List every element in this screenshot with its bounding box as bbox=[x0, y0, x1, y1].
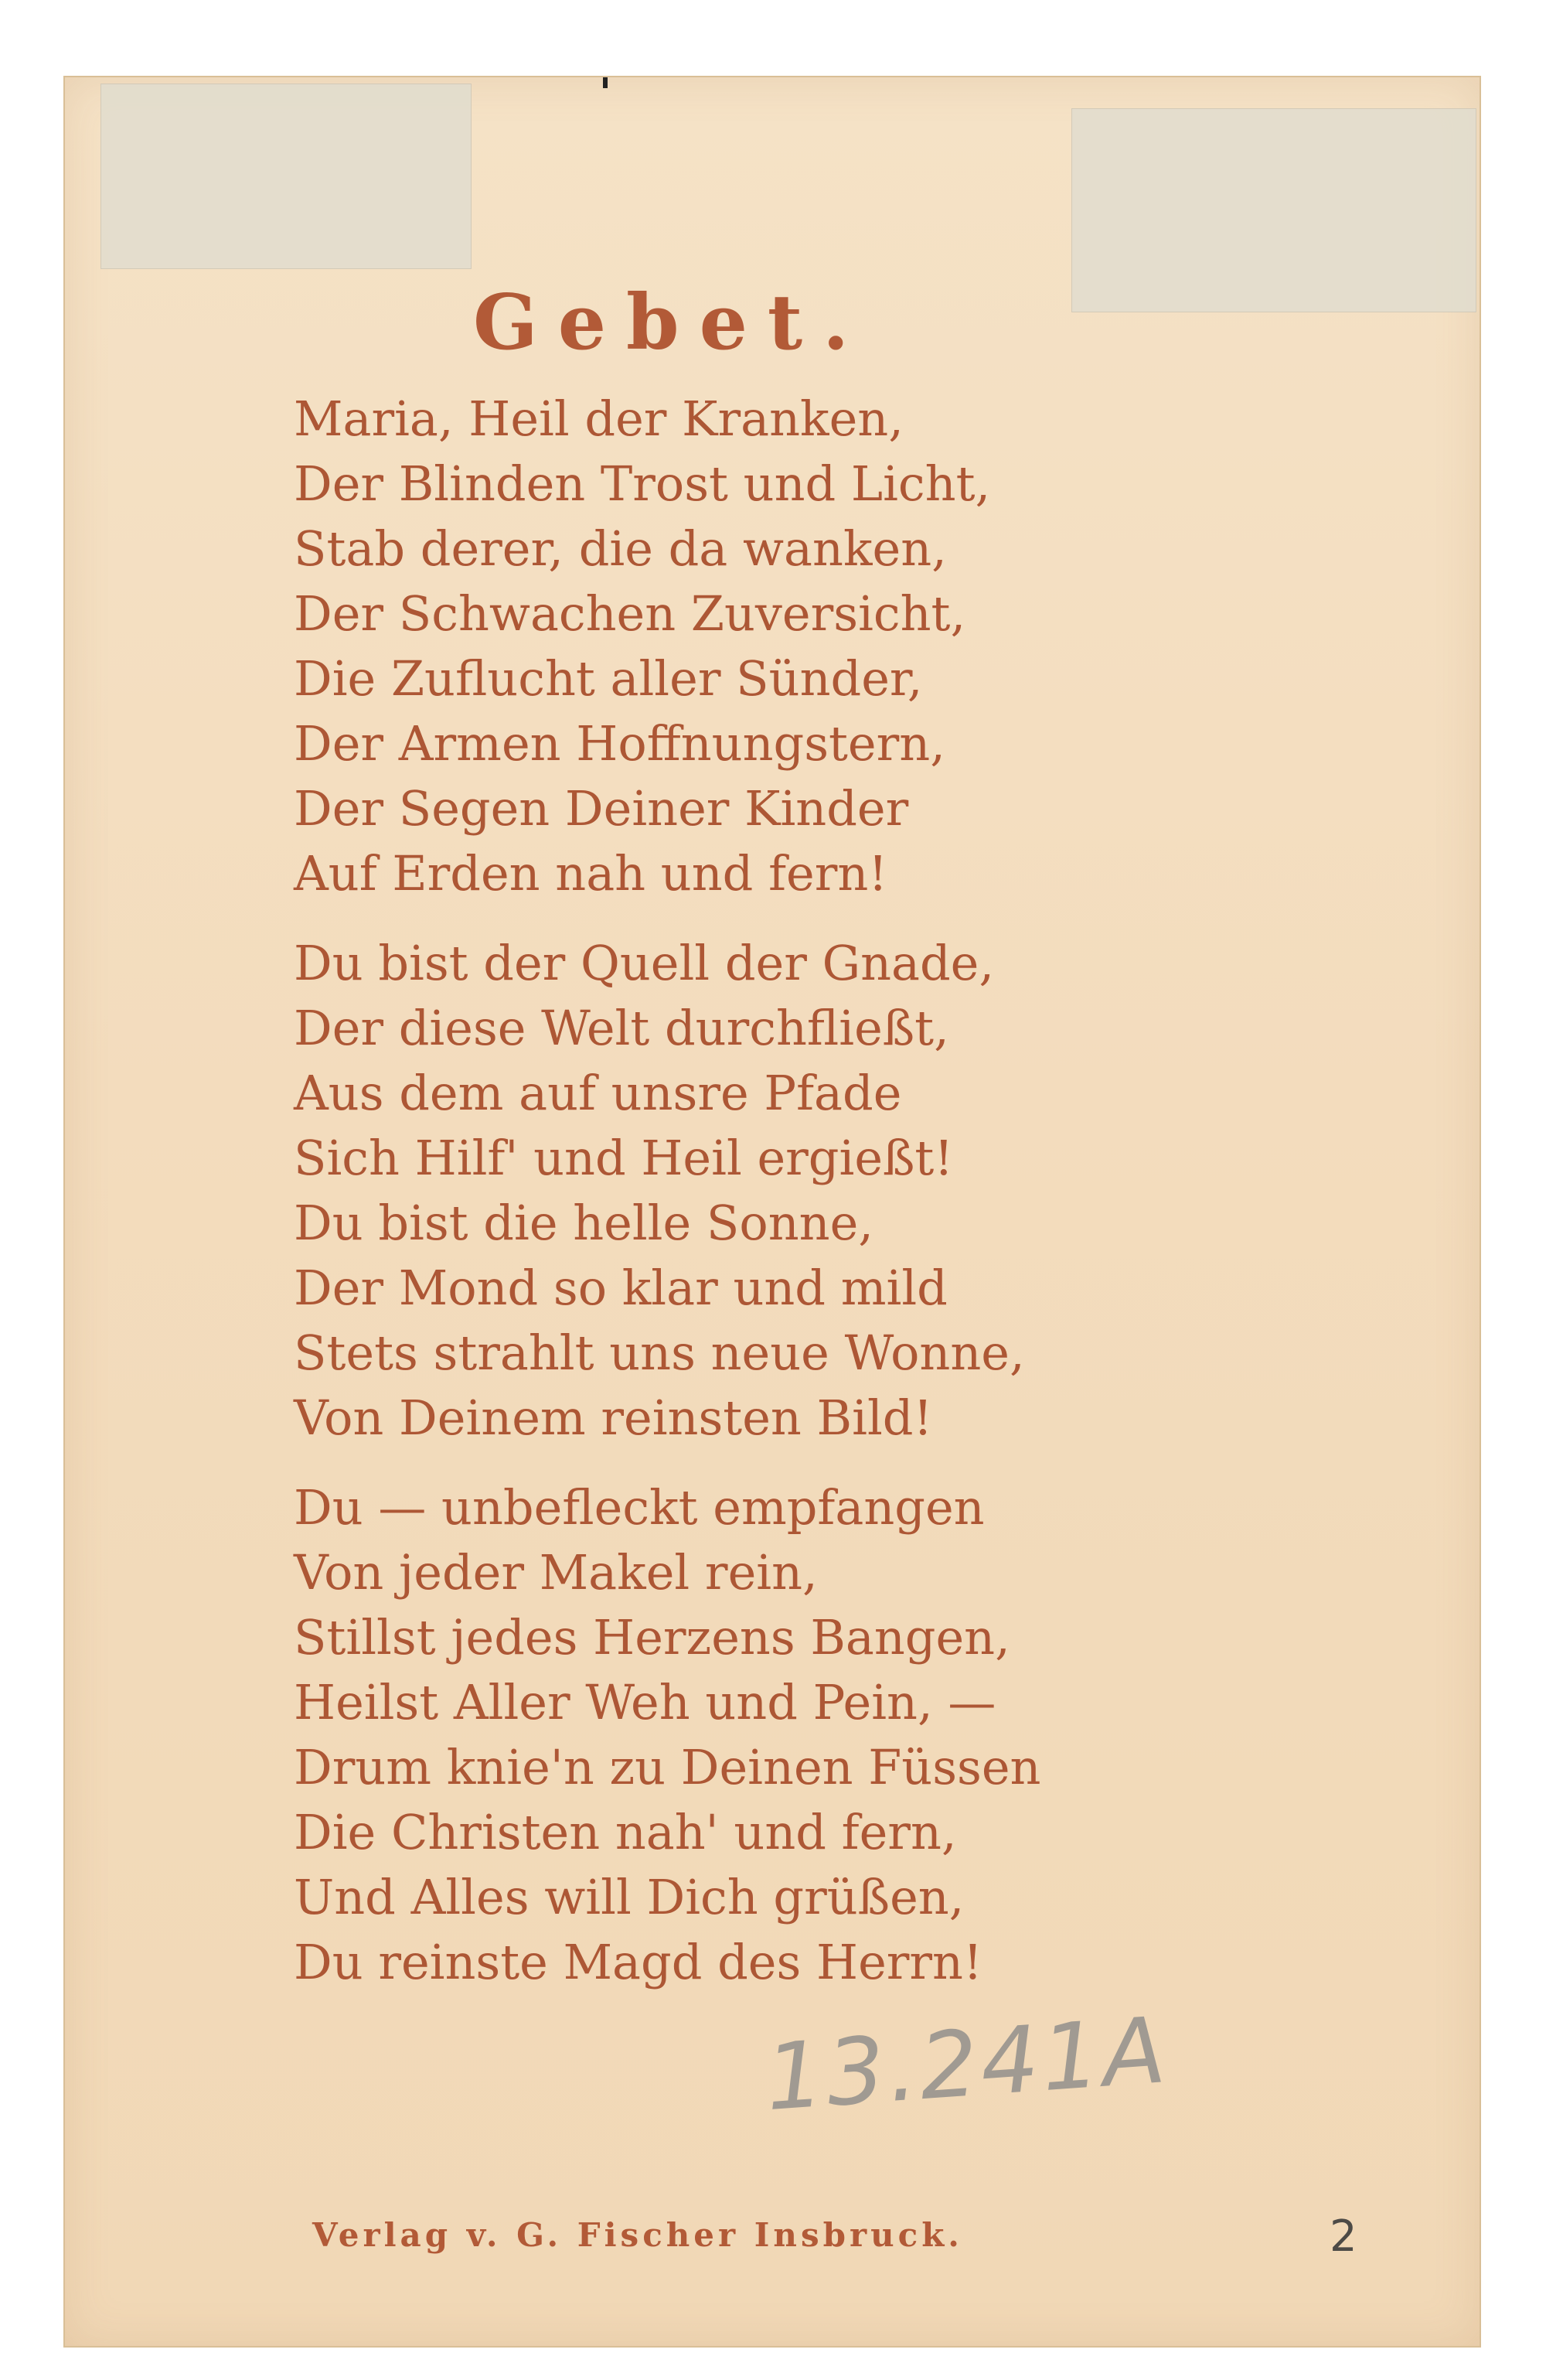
poem-line: Stets strahlt uns neue Wonne, bbox=[294, 1325, 1025, 1381]
poem-line: Die Christen nah' und fern, bbox=[294, 1804, 957, 1860]
corner-mark: 2 bbox=[1330, 2211, 1357, 2262]
stanza bbox=[294, 387, 1283, 906]
stanza bbox=[294, 1475, 1283, 1995]
poem-line: Stab derer, die da wanken, bbox=[294, 520, 947, 577]
poem-line: Maria, Heil der Kranken, bbox=[294, 390, 904, 447]
poem-line: Du — unbefleckt empfangen bbox=[294, 1479, 985, 1536]
poem-line: Drum knie'n zu Deinen Füssen bbox=[294, 1739, 1041, 1795]
poem-line: Der Blinden Trost und Licht, bbox=[294, 455, 991, 512]
poem-line: Du reinste Magd des Herrn! bbox=[294, 1934, 982, 1990]
poem-line: Und Alles will Dich grüßen, bbox=[294, 1869, 965, 1925]
poem-line: Der Mond so klar und mild bbox=[294, 1260, 948, 1316]
pin-hole-mark bbox=[603, 77, 608, 88]
stanza bbox=[294, 931, 1283, 1451]
poem-line: Der Segen Deiner Kinder bbox=[294, 780, 909, 837]
tape-strip-left bbox=[100, 84, 472, 269]
poem-line: Der diese Welt durchfließt, bbox=[294, 1000, 949, 1056]
poem-line: Stillst jedes Herzens Bangen, bbox=[294, 1609, 1010, 1666]
poem-line: Von Deinem reinsten Bild! bbox=[294, 1389, 933, 1446]
poem-line: Sich Hilf' und Heil ergießt! bbox=[294, 1130, 954, 1186]
inventory-number: 13.241A bbox=[761, 1996, 1172, 2132]
poem-line: Die Zuflucht aller Sünder, bbox=[294, 650, 923, 707]
poem-line: Aus dem auf unsre Pfade bbox=[294, 1065, 902, 1121]
poem-line: Auf Erden nah und fern! bbox=[294, 845, 888, 902]
publisher-imprint: Verlag v. G. Fischer Insbruck. bbox=[312, 2216, 963, 2254]
tape-strip-right bbox=[1071, 108, 1476, 312]
poem-line: Du bist der Quell der Gnade, bbox=[294, 935, 995, 991]
poem-line: Von jeder Makel rein, bbox=[294, 1544, 818, 1601]
poem-line: Du bist die helle Sonne, bbox=[294, 1195, 873, 1251]
poem-text bbox=[294, 387, 1283, 1995]
poem-line: Der Armen Hoffnungstern, bbox=[294, 715, 945, 772]
prayer-title: Gebet. bbox=[473, 278, 870, 367]
poem-line: Der Schwachen Zuversicht, bbox=[294, 585, 966, 642]
poem-line: Heilst Aller Weh und Pein, — bbox=[294, 1674, 996, 1730]
